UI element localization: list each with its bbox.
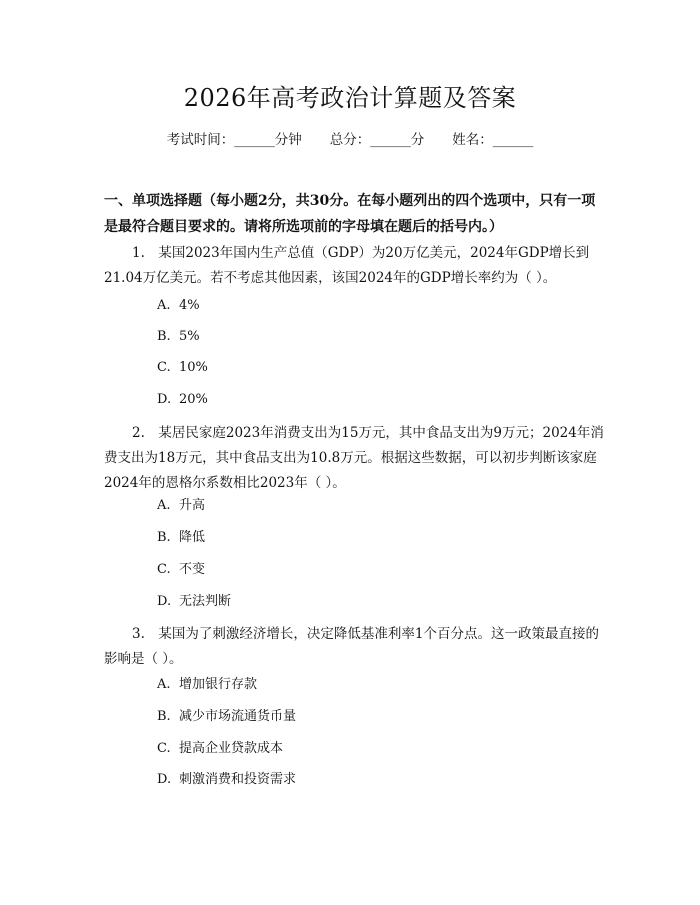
question-1-option-b: B. 5% [157,329,200,344]
question-1-option-c: C. 10% [157,360,208,375]
exam-meta-line [0,130,700,150]
question-2-option-d: D. 无法判断 [157,594,232,609]
question-3-option-b: B. 减少市场流通货币量 [157,709,297,724]
question-3-option-d: D. 刺激消费和投资需求 [157,772,297,787]
question-1-stem: 1. 某国2023年国内生产总值（GDP）为20万亿美元，2024年GDP增长到21.04万亿美元。若不考虑其他因素，该国2024年的GDP增长率约为（ ）。 [104,245,590,286]
question-2-stem: 2. 某居民家庭2023年消费支出为15万元，其中食品支出为9万元；2024年消费支出为18万元，其中食品支出为10.8万元。根据这些数据，可以初步判断该家庭2024年的恩格尔系数相比2023年（ ）。 [104,425,604,491]
exam-time-field: 考试时间：______分钟 [166,132,302,148]
name-field: 姓名：______ [452,132,534,148]
question-3-option-c: C. 提高企业贷款成本 [157,741,284,756]
question-1-option-a: A. 4% [157,298,200,313]
total-score-field: 总分：______分 [329,132,425,148]
page-title: 2026年高考政治计算题及答案 [183,84,517,112]
question-1-option-d: D. 20% [157,392,208,407]
section-heading: 一、单项选择题（每小题2分，共30分。在每小题列出的四个选项中，只有一项是最符合题目要求的。请将所选项前的字母填在题后的括号内。） [104,193,596,235]
question-2-option-a: A. 升高 [157,498,206,513]
question-2-option-b: B. 降低 [157,530,206,545]
question-3-stem: 3. 某国为了刺激经济增长，决定降低基准利率1个百分点。这一政策最直接的影响是（ ）。 [104,626,599,667]
question-3-option-a: A. 增加银行存款 [157,677,258,692]
question-2-option-c: C. 不变 [157,562,206,577]
